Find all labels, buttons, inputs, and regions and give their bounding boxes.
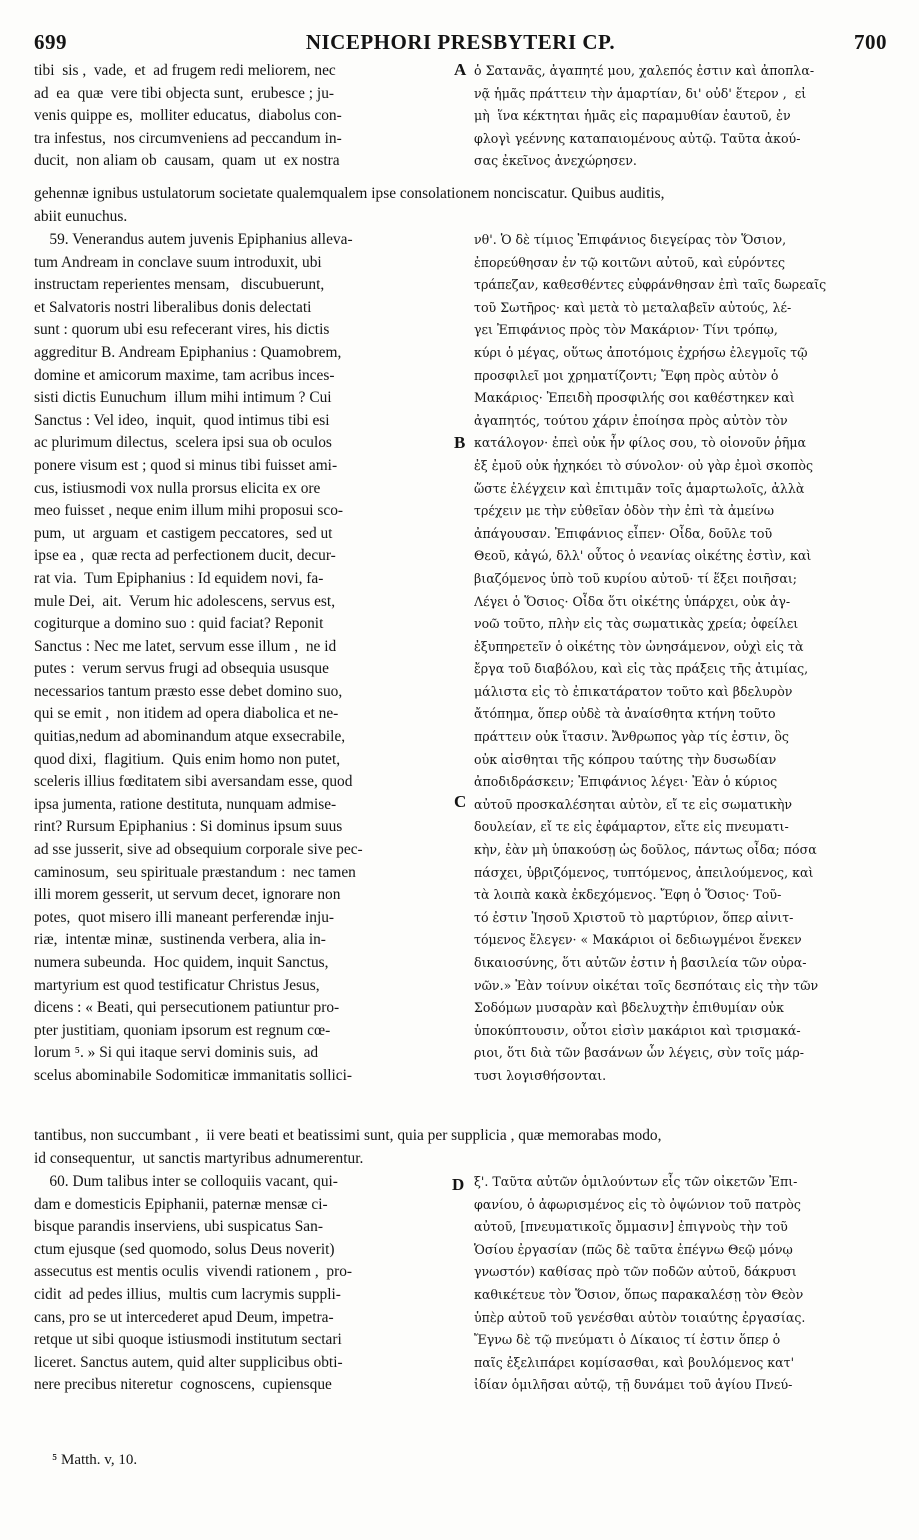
latin-column-block-2: 59. Venerandus autem juvenis Epiphanius alleva- tum Andream in conclave suum introduxit, ubi instructam reperientes mensam, discubuerunt, et Salvatoris nostri liberalibus donis delectati sunt : quorum ubi esu refecerant vires, his dictis aggreditur B. Andream Epiphanius : Quamobrem, domine et amicorum maxime, tam acribus inces- sisti dictis Eunuchum illum mihi intimum ? Cui Sanctus : Vel ideo, inquit, quod intimus tibi esi ac plurimum dilectus, scelera ipsi sua ob oculos ponere visum est ; quod si minus tibi fuisset ami- cus, istiusmodi vox nulla prorsus elicita ex ore meo fuisset , neque enim illum mihi proposui sco- pum, ut arguam et castigem peccatores, sed ut ipse ea , quæ recta ad perfectionem ducit, decur- rat via. Tum Epiphanius : Id equidem novi, fa- mule Dei, ait. Verum hic adolescens, servus est, cogiturque a domino suo : quid faciat? Reponit Sanctus : Nec me latet, servum esse illum , ne id putes : verum servus frugi ad obsequia ususque necessarios tantum præsto esse debet domino suo, qui se emit , non itidem ad opera diabolica et ne- quitias,nedum ad abominandum atque exsecrabile, quod dixi, flagitium. Quis enim homo non putet, sceleris illius fœditatem sibi aversandam esse, quod ipsa jumenta, ratione destituta, nunquam admise- rint? Rursum Epiphanius : Si dominus ipsum suus ad sse jusserit, sive ad obsequium corporale sive pec- caminosum, seu spirituale præstandum : nec tamen illi morem gesserit, ut servum decet, ignorare non potes, quot misero illi maneant perferendæ inju- riæ, intentæ minæ, sustinenda verbera, alia in- numera subeunda. Hoc quidem, inquit Sanctus, martyrium est quod testificatur Christus Jesus, dicens : « Beati, qui persecutionem patiuntur pro- pter justitiam, quoniam ipsorum est regnum cœ- lorum ⁵. » Si qui itaque servi dominis suis, ad scelus abominabile Sodomiticæ immanitatis sollici- [34,231,363,1084]
page-number-left: 699 [34,30,67,54]
greek-column-block-1: ὁ Σατανᾶς, ἀγαπητέ μου, χαλεπός ἐστιν καὶ ἀποπλα- νᾷ ἡμᾶς πράττειν τὴν ἁμαρτίαν, δι' οὐδ' ἕτερον , εἰ μὴ ἵνα κέκτηται ἡμᾶς εἰς παραμυθίαν ἑαυτοῦ, ἐν φλογὶ γεέννης καταπαιομένους αὐτῷ. Ταῦτα ἀκού- σας ἐκεῖνος ἀνεχώρησεν. [474,63,815,169]
margin-marker-b: B [454,433,466,452]
margin-marker-d: D [452,1175,465,1194]
footnote: ⁵ Matth. v, 10. [52,1452,138,1468]
margin-marker-c: C [454,792,467,811]
margin-marker-a: A [454,60,467,79]
running-title: NICEPHORI PRESBYTERI CP. [305,30,616,54]
full-width-block-2: tantibus, non succumbant , ii vere beati et beatissimi sunt, quia per supplicia , quæ memorabas modo, id consequentur, ut sanctis martyribus adnumerentur. [34,1127,662,1167]
greek-column-block-3: ξ'. Ταῦτα αὐτῶν ὁμιλούντων εἷς τῶν οἰκετῶν Ἐπι- φανίου, ὁ ἀφωρισμένος εἰς τὸ ὀψώνιον τοῦ πατρὸς αὐτοῦ, [πνευματικοῖς ὄμμασιν] ἐπιγνοὺς τὴν τοῦ Ὁσίου ἐργασίαν (πῶς δὲ ταῦτα ἐπέγνω Θεῷ μόνῳ γνωστόν) καθίσας πρὸ τῶν ποδῶν αὐτοῦ, δάκρυσι καθικέτευε τὸν Ὅσιον, ὅπως παρακαλέσῃ τὸν Θεὸν ὑπὲρ αὐτοῦ τοῦ γενέσθαι αὐτὸν τοιαύτης ἐργασίας. Ἔγνω δὲ τῷ πνεύματι ὁ Δίκαιος τί ἐστιν ὅπερ ὁ παῖς ἐξελιπάρει κομίσασθαι, καὶ βουλόμενος κατ' ἰδίαν ὁμιλῆσαι αὐτῷ, τῇ δυνάμει τοῦ ἁγίου Πνεύ- [474,1174,806,1393]
greek-column-block-2: νθ'. Ὁ δὲ τίμιος Ἐπιφάνιος διεγείρας τὸν Ὅσιον, ἐπορεύθησαν ἐν τῷ κοιτῶνι αὐτοῦ, καὶ εὑρόντες τράπεζαν, καθεσθέντες εὐφράνθησαν ἐπὶ ταῖς δωρεαῖς τοῦ Σωτῆρος· καὶ μετὰ τὸ μεταλαβεῖν αὐτούς, λέ- γει Ἐπιφάνιος πρὸς τὸν Μακάριον· Τίνι τρόπῳ, κύρι ὁ μέγας, οὕτως ἀποτόμοις ἐχρήσω ἐλεγμοῖς τῷ προσφιλεῖ μοι χρηματίζοντι; Ἔφη πρὸς αὐτὸν ὁ Μακάριος· Ἐπειδὴ προσφιλής σοι καθέστηκεν καὶ ἀγαπητός, τούτου χάριν ἐποίησα πρὸς αὐτὸν τὸν κατάλογον· ἐπεὶ οὐκ ἦν φίλος σου, τὸ οἱονοῦν ῥῆμα ἐξ ἐμοῦ οὐκ ἠχηκόει τὸ σύνολον· οὐ γὰρ ἐμοὶ σκοπὸς ὥστε ἐλέγχειν καὶ ἐπιτιμᾶν τοῖς ἁμαρτωλοῖς, ἀλλὰ τρέχειν με τὴν εὐθεῖαν ὁδὸν τὴν ἐπὶ τὰ ἀμείνω ἀπάγουσαν. Ἐπιφάνιος εἶπεν· Οἶδα, δοῦλε τοῦ Θεοῦ, κἀγώ, δλλ' οὗτος ὁ νεανίας οἰκέτης ἐστὶν, καὶ βιαζόμενος ὑπὸ τοῦ κυρίου αὐτοῦ· τί ἕξει ποιῆσαι; Λέγει ὁ Ὅσιος· Οἶδα ὅτι οἰκέτης ὑπάρχει, οὐκ ἀγ- νοῶ τοῦτο, πλὴν εἰς τὰς σωματικὰς χρεία; ὀφείλει ἐξυπηρετεῖν ὁ οἰκέτης τὸν ὠνησάμενον, οὐχὶ εἰς τὰ ἔργα τοῦ διαβόλου, καὶ εἰς τὰς πράξεις τῆς ἀτιμίας, μάλιστα εἰς τὸ ἐπικατάρατον τοῦτο καὶ βδελυρὸν ἄτόπημα, ὅπερ οὐδὲ τὰ ἀναίσθητα κτήνη τοῦτο πράττειν οὐκ ἴτασιν. Ἄνθρωπος γὰρ τίς ἐστιν, ὃς οὐκ αἰσθηται τῆς κόπρου ταύτης τὴν δυσωδίαν ἀποδιδράσκειν; Ἐπιφάνιος λέγει· Ἐὰν ὁ κύριος αὐτοῦ προσκαλέσηται αὐτὸν, εἴ τε εἰς σωματικὴν δουλείαν, εἴ τε εἰς ἐφάμαρτον, εἴτε εἰς πνευματι- κὴν, ἐὰν μὴ ὑπακούσῃ ὡς δοῦλος, πάντως οἶδα; πόσα πάσχει, ὑβριζόμενος, τυπτόμενος, ἀπειλούμενος, καὶ τὰ λοιπὰ κακὰ ἐκδεχόμενος. Ἔφη ὁ Ὅσιος· Τοῦ- τό ἐστιν Ἰησοῦ Χριστοῦ τὸ μαρτύριον, ὅπερ αἰνιτ- τόμενος ἔλεγεν· « Μακάριοι οἱ δεδιωγμένοι ἕνεκεν δικαιοσύνης, ὅτι αὐτῶν ἐστιν ἡ βασιλεία τῶν οὐρα- νῶν.» Ἐὰν τοίνυν οἰκέται τοῖς δεσπόταις εἰς τὴν τῶν Σοδόμων μυσαρὰν καὶ βδελυχτὴν ἐπιθυμίαν οὐκ ὑποκύπτουσιν, οὗτοι εἰσὶν μακάριοι καὶ τρισμακά- ριοι, ὅτι διὰ τῶν βασάνων ὧν λέγεις, σὺν τοῖς μάρ- τυσι λογισθήσονται. [474,232,827,1083]
latin-column-block-3: 60. Dum talibus inter se colloquiis vacant, qui- dam e domesticis Epiphanii, paternæ mensæ ci- bisque parandis inserviens, ubi suspicatus San- ctum ejusque (sed quomodo, solus Deus noverit) assecutus est mentis oculis vivendi rationem , pro- cidit ad pedes illius, multis cum lacrymis suppli- cans, pro se ut intercederet apud Deum, impetra- retque ut sibi quoque istiusmodi institutum sectari liceret. Sanctus autem, quid alter supplicibus obti- nere precibus niteretur cognoscens, cupiensque [34,1173,353,1394]
full-width-block-1: gehennæ ignibus ustulatorum societate qualemqualem ipse consolationem nonciscatur. Quibus auditis, abiit eunuchus. [34,185,665,225]
page-header [34,30,887,62]
page-number-right: 700 [854,30,887,54]
latin-column-block-1: tibi sis , vade, et ad frugem redi meliorem, nec ad ea quæ vere tibi objecta sunt, erubesce ; ju- venis quippe es, molliter educatus, diabolus con- tra infestus, nos circumveniens ad peccandum in- ducit, non aliam ob causam, quam ut ex nostra [34,62,342,170]
